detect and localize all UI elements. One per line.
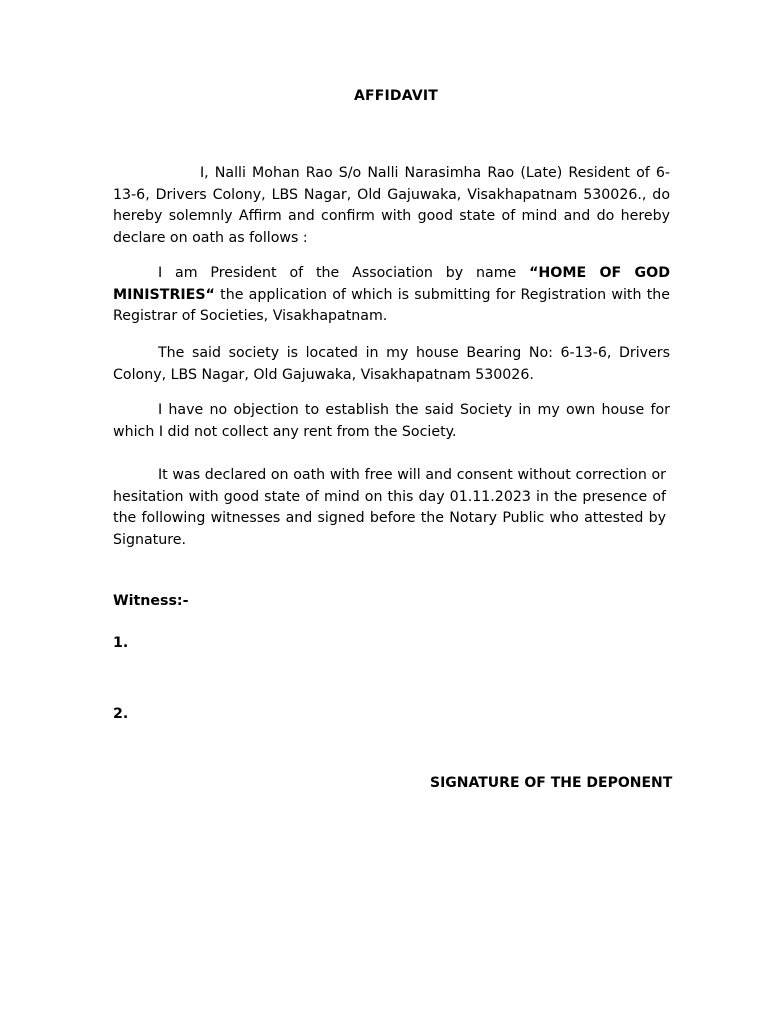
society-location-paragraph: The said society is located in my house Bearing No: 6-13-6, Drivers Colony, LBS Nagar, Old Gajuwaka, Visakhapatnam 530026. [113,345,670,383]
witness-1-number: 1. [113,635,129,651]
deponent-declaration-paragraph: I, Nalli Mohan Rao S/o Nalli Narasimha Rao (Late) Resident of 6-13-6, Drivers Colony, LBS Nagar, Old Gajuwaka, Visakhapatnam 530026., do hereby solemnly Affirm and confirm with good state of mind and do hereby declare on oath as follows : [113,165,670,247]
deponent-signature-label: SIGNATURE OF THE DEPONENT [430,775,673,791]
witness-2-number: 2. [113,706,129,722]
no-objection-paragraph: I have no objection to establish the said Society in my own house for which I did not collect any rent from the Society. [113,402,670,440]
oath-declaration-paragraph: It was declared on oath with free will and consent without correction or hesitation with good state of mind on this day 01.11.2023 in the presence of the following witnesses and signed before the Notary Public who attested by Signature. [113,467,666,549]
organization-name: “HOME OF GOD MINISTRIES“ [113,265,670,303]
association-paragraph [113,263,670,328]
association-text-after: the application of which is submitting for Registration with the Registrar of Societies, Visakhapatnam. [113,286,670,325]
document-title: AFFIDAVIT [353,88,439,104]
witness-label: Witness:- [113,593,189,609]
association-text-before: I am President of the Association by name [158,265,530,281]
